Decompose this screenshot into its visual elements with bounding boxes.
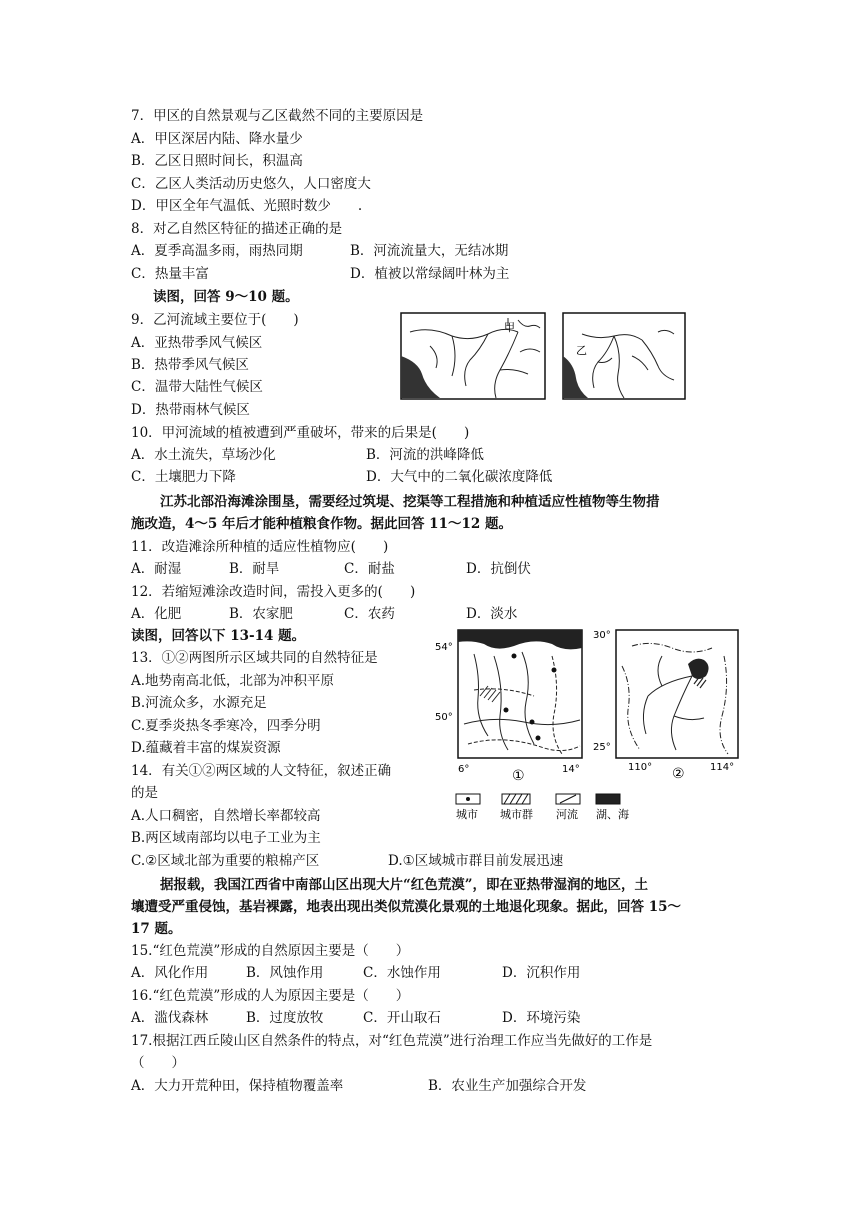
q7-option-a: A．甲区深居内陆、降水量少 xyxy=(131,131,303,147)
map2-lon-right: 114° xyxy=(710,762,735,773)
q9-option-b: B．热带季风气候区 xyxy=(131,357,249,373)
q17-option-a: A．大力开荒种田，保持植物覆盖率 xyxy=(131,1078,344,1094)
q7-option-d: D．甲区全年气温低、光照时数少 . xyxy=(131,198,363,214)
q12-stem: 12．若缩短滩涂改造时间，需投入更多的( ) xyxy=(131,584,416,600)
map-yi xyxy=(562,312,686,400)
q14-option-b: B.两区域南部均以电子工业为主 xyxy=(131,830,321,846)
q10-option-c: C．土壤肥力下降 xyxy=(131,469,236,485)
map2-lat-bottom: 25° xyxy=(593,742,611,753)
q16-option-a: A．滥伐森林 xyxy=(131,1010,209,1026)
q15-option-a: A．风化作用 xyxy=(131,965,209,981)
q17-stem-line2: （ ） xyxy=(131,1055,185,1071)
map1-label: ① xyxy=(512,768,525,784)
q14-option-c: C.②区域北部为重要的粮棉产区 xyxy=(131,853,320,869)
q16-stem: 16.“红色荒漠”形成的人为原因主要是（ ） xyxy=(131,988,410,1004)
q8-stem: 8．对乙自然区特征的描述正确的是 xyxy=(131,221,343,237)
q17-option-b: B．农业生产加强综合开发 xyxy=(428,1078,587,1094)
map-region-1 xyxy=(434,626,594,786)
legend-city-group: 城市群 xyxy=(500,808,533,821)
q8-option-a: A．夏季高温多雨，雨热同期 xyxy=(131,243,303,259)
q12-option-a: A．化肥 xyxy=(131,606,182,622)
q12-option-c: C．农药 xyxy=(344,606,395,622)
q14-option-d: D.①区域城市群目前发展迅速 xyxy=(388,853,564,869)
intro-9-10: 读图，回答 9～10 题。 xyxy=(153,289,299,305)
q13-option-d: D.蕴藏着丰富的煤炭资源 xyxy=(131,740,281,756)
map1-lon-left: 6° xyxy=(458,764,470,775)
q13-option-c: C.夏季炎热冬季寒冷，四季分明 xyxy=(131,718,321,734)
intro-15-17-line1: 据报载，我国江西省中南部山区出现大片“红色荒漠”，即在亚热带湿润的地区，土 xyxy=(160,877,649,893)
q10-option-b: B．河流的洪峰降低 xyxy=(366,447,484,463)
q7-option-b: B．乙区日照时间长，积温高 xyxy=(131,153,303,169)
q11-stem: 11．改造滩涂所种植的适应性植物应( ) xyxy=(131,539,389,555)
q11-option-b: B．耐旱 xyxy=(229,561,280,577)
map1-lat-top: 54° xyxy=(435,642,453,653)
legend-city: 城市 xyxy=(456,808,478,821)
q13-option-a: A.地势南高北低，北部为冲积平原 xyxy=(131,673,335,689)
q10-option-d: D．大气中的二氧化碳浓度降低 xyxy=(366,469,553,485)
map2-lon-left: 110° xyxy=(628,762,653,773)
intro-15-17-line2: 壤遭受严重侵蚀，基岩裸露，地表出现出类似荒漠化景观的土地退化现象。据此，回答 15～ xyxy=(131,899,681,915)
q8-option-c: C．热量丰富 xyxy=(131,266,209,282)
legend-lake-sea: 湖、海 xyxy=(596,808,629,821)
q14-stem-line2: 的是 xyxy=(131,785,158,801)
map-legend xyxy=(452,792,642,824)
map-label-jia: 甲 xyxy=(504,321,515,334)
q9-option-c: C．温带大陆性气候区 xyxy=(131,379,263,395)
q8-option-b: B．河流流量大，无结冰期 xyxy=(350,243,509,259)
q12-option-b: B．农家肥 xyxy=(229,606,293,622)
legend-lake-sea-symbol xyxy=(596,794,620,804)
map-jia xyxy=(400,312,546,400)
q11-option-d: D．抗倒伏 xyxy=(466,561,531,577)
q7-option-c: C．乙区人类活动历史悠久，人口密度大 xyxy=(131,176,371,192)
q15-option-d: D．沉积作用 xyxy=(502,965,581,981)
q10-stem: 10．甲河流域的植被遭到严重破坏，带来的后果是( ) xyxy=(131,425,470,441)
q11-option-c: C．耐盐 xyxy=(344,561,395,577)
q11-option-a: A．耐湿 xyxy=(131,561,182,577)
q9-stem: 9．乙河流域主要位于( ) xyxy=(131,312,299,328)
intro-11-12-line2: 施改造，4～5 年后才能种植粮食作物。据此回答 11～12 题。 xyxy=(131,516,512,532)
map2-lat-top: 30° xyxy=(593,630,611,641)
map1-lat-bottom: 50° xyxy=(435,712,453,723)
q8-option-d: D．植被以常绿阔叶林为主 xyxy=(350,266,510,282)
q13-stem: 13．①②两图所示区域共同的自然特征是 xyxy=(131,650,378,666)
q14-option-a: A.人口稠密，自然增长率都较高 xyxy=(131,808,321,824)
map-label-yi: 乙 xyxy=(576,344,587,357)
legend-city-group-symbol xyxy=(502,794,530,804)
q15-option-b: B．风蚀作用 xyxy=(246,965,324,981)
map2-label: ② xyxy=(672,766,685,782)
legend-river: 河流 xyxy=(556,808,578,821)
q16-option-b: B．过度放牧 xyxy=(246,1010,324,1026)
q7-stem: 7．甲区的自然景观与乙区截然不同的主要原因是 xyxy=(131,108,424,124)
q16-option-d: D．环境污染 xyxy=(502,1010,581,1026)
intro-13-14: 读图，回答以下 13-14 题。 xyxy=(131,628,306,644)
q9-option-d: D．热带雨林气候区 xyxy=(131,402,250,418)
q16-option-c: C．开山取石 xyxy=(363,1010,441,1026)
map-region-2 xyxy=(592,626,744,786)
intro-15-17-line3: 17 题。 xyxy=(131,921,182,937)
intro-11-12-line1: 江苏北部沿海滩涂围垦，需要经过筑堤、挖渠等工程措施和种植适应性植物等生物措 xyxy=(160,494,660,510)
q17-stem-line1: 17.根据江西丘陵山区自然条件的特点，对“红色荒漠”进行治理工作应当先做好的工作是 xyxy=(131,1033,653,1049)
map1-lon-right: 14° xyxy=(562,764,580,775)
q9-option-a: A．亚热带季风气候区 xyxy=(131,335,263,351)
q10-option-a: A．水土流失，草场沙化 xyxy=(131,447,276,463)
q14-stem-line1: 14．有关①②两区域的人文特征，叙述正确 xyxy=(131,763,392,779)
q13-option-b: B.河流众多，水源充足 xyxy=(131,695,267,711)
q15-option-c: C．水蚀作用 xyxy=(363,965,441,981)
q12-option-d: D．淡水 xyxy=(466,606,518,622)
q15-stem: 15.“红色荒漠”形成的自然原因主要是（ ） xyxy=(131,943,410,959)
